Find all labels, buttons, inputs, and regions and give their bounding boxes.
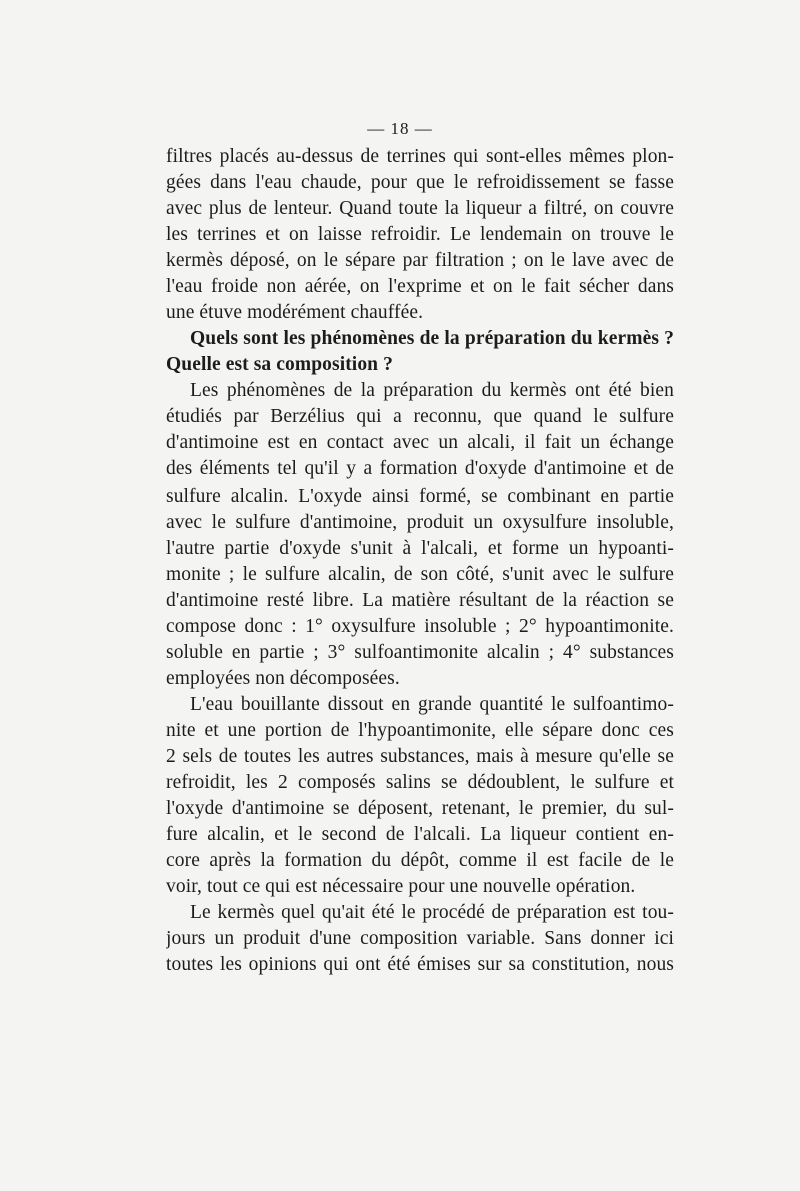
text-line: Le kermès quel qu'ait été le procédé de préparation est tou-: [190, 902, 674, 923]
text-line: monite ; le sulfure alcalin, de son côté, s'unit avec le sulfure: [166, 564, 674, 585]
text-line: core après la formation du dépôt, comme il est facile de le: [166, 850, 674, 871]
text-line: compose donc : 1° oxysulfure insoluble ; 2° hypoantimonite.: [166, 616, 674, 637]
text-line: 2 sels de toutes les autres substances, mais à mesure qu'elle se: [166, 746, 674, 767]
text-line: d'antimoine resté libre. La matière résultant de la réaction se: [166, 590, 674, 611]
text-line: L'eau bouillante dissout en grande quantité le sulfoantimo-: [190, 694, 674, 715]
text-line: kermès déposé, on le sépare par filtration ; on le lave avec de: [166, 250, 674, 271]
text-line: voir, tout ce qui est nécessaire pour une nouvelle opération.: [166, 876, 636, 897]
text-line: l'eau froide non aérée, on l'exprime et on le fait sécher dans: [166, 276, 674, 297]
text-line: l'autre partie d'oxyde s'unit à l'alcali, et forme un hypoanti-: [166, 538, 674, 559]
question-line: Quelle est sa composition ?: [166, 354, 393, 375]
text-line: employées non décomposées.: [166, 668, 400, 689]
text-line: soluble en partie ; 3° sulfoantimonite alcalin ; 4° substances: [166, 642, 674, 663]
text-line: Les phénomènes de la préparation du kermès ont été bien: [190, 380, 674, 401]
text-line: gées dans l'eau chaude, pour que le refroidissement se fasse: [166, 172, 674, 193]
text-line: l'oxyde d'antimoine se déposent, retenant, le premier, du sul-: [166, 798, 674, 819]
document-body: [166, 144, 674, 978]
text-line: toutes les opinions qui ont été émises sur sa constitution, nous: [166, 954, 674, 975]
text-line: fure alcalin, et le second de l'alcali. La liqueur contient en-: [166, 824, 674, 845]
text-line: sulfure alcalin. L'oxyde ainsi formé, se combinant en partie: [166, 486, 674, 507]
text-line: avec le sulfure d'antimoine, produit un oxysulfure insoluble,: [166, 512, 674, 533]
page-number: — 18 —: [367, 119, 433, 138]
text-line: d'antimoine est en contact avec un alcali, il fait un échange: [166, 432, 674, 453]
question-line: Quels sont les phénomènes de la préparation du kermès ?: [190, 328, 674, 349]
text-line: jours un produit d'une composition variable. Sans donner ici: [166, 928, 674, 949]
text-line: filtres placés au-dessus de terrines qui sont-elles mêmes plon-: [166, 146, 674, 167]
text-line: nite et une portion de l'hypoantimonite, elle sépare donc ces: [166, 720, 674, 741]
text-line: étudiés par Berzélius qui a reconnu, que quand le sulfure: [166, 406, 674, 427]
text-line: refroidit, les 2 composés salins se dédoublent, le sulfure et: [166, 772, 674, 793]
text-line: une étuve modérément chauffée.: [166, 302, 424, 323]
text-line: les terrines et on laisse refroidir. Le lendemain on trouve le: [166, 224, 674, 245]
text-line: des éléments tel qu'il y a formation d'oxyde d'antimoine et de: [166, 458, 674, 479]
text-line: avec plus de lenteur. Quand toute la liqueur a filtré, on couvre: [166, 198, 674, 219]
